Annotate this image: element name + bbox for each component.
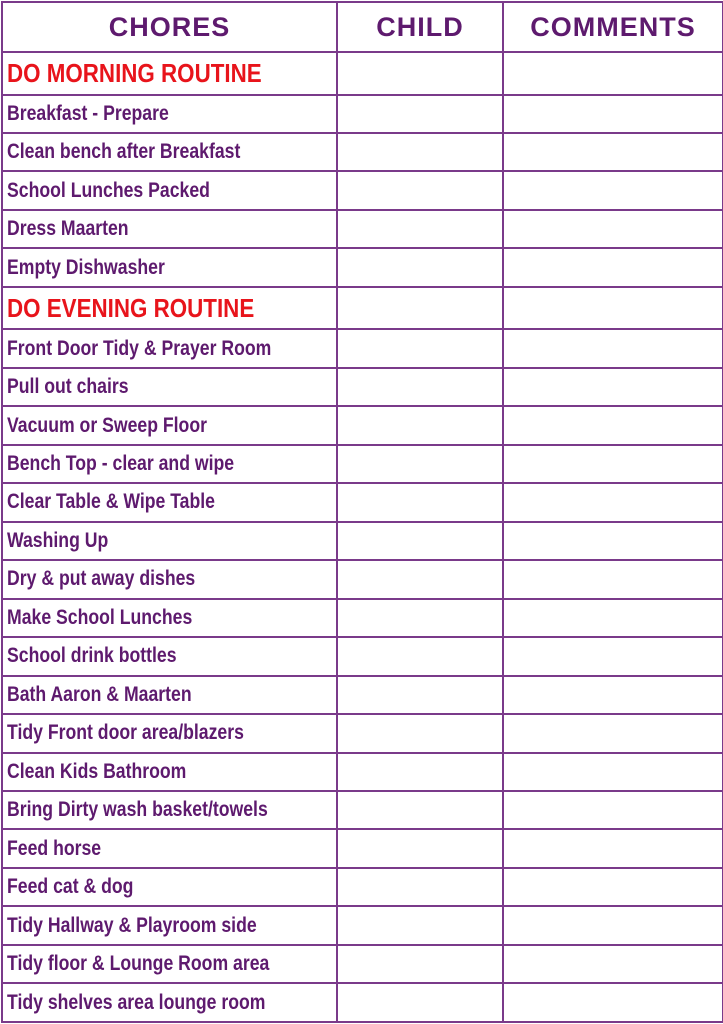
child-cell[interactable] [337, 522, 503, 560]
chore-label: Tidy Hallway & Playroom side [2, 906, 337, 944]
child-cell[interactable] [337, 983, 503, 1022]
child-cell[interactable] [337, 637, 503, 675]
child-cell[interactable] [337, 210, 503, 248]
chore-row [2, 522, 723, 560]
chore-label: Empty Dishwasher [2, 248, 337, 286]
child-cell[interactable] [337, 753, 503, 791]
child-cell[interactable] [337, 445, 503, 483]
comments-cell[interactable] [503, 368, 723, 406]
comments-cell[interactable] [503, 171, 723, 209]
child-cell[interactable] [337, 599, 503, 637]
comments-cell[interactable] [503, 791, 723, 829]
comments-cell[interactable] [503, 983, 723, 1022]
comments-cell[interactable] [503, 676, 723, 714]
section-heading: DO EVENING ROUTINE [2, 287, 337, 330]
chore-row [2, 406, 723, 444]
child-cell[interactable] [337, 714, 503, 752]
comments-cell[interactable] [503, 599, 723, 637]
comments-cell[interactable] [503, 560, 723, 598]
child-cell[interactable] [337, 329, 503, 367]
comments-cell[interactable] [503, 406, 723, 444]
comments-header: COMMENTS [503, 2, 723, 52]
chore-label: Clean bench after Breakfast [2, 133, 337, 171]
comments-cell[interactable] [503, 868, 723, 906]
chore-row [2, 171, 723, 209]
chore-list [2, 52, 723, 1022]
chore-row [2, 829, 723, 867]
comments-cell[interactable] [503, 714, 723, 752]
chore-label: Washing Up [2, 522, 337, 560]
chore-row [2, 599, 723, 637]
chore-row [2, 868, 723, 906]
child-cell[interactable] [337, 248, 503, 286]
child-cell[interactable] [337, 676, 503, 714]
child-cell[interactable] [337, 945, 503, 983]
chore-row [2, 445, 723, 483]
chore-label: School Lunches Packed [2, 171, 337, 209]
chore-label: Make School Lunches [2, 599, 337, 637]
child-cell[interactable] [337, 483, 503, 521]
chore-row [2, 791, 723, 829]
chore-label: Front Door Tidy & Prayer Room [2, 329, 337, 367]
chore-row [2, 483, 723, 521]
chore-row [2, 95, 723, 133]
chore-row [2, 210, 723, 248]
chore-label: Clean Kids Bathroom [2, 753, 337, 791]
child-cell[interactable] [337, 52, 503, 95]
comments-cell[interactable] [503, 522, 723, 560]
chore-row [2, 368, 723, 406]
chore-row [2, 714, 723, 752]
header-row [2, 2, 723, 52]
comments-cell[interactable] [503, 637, 723, 675]
chore-row [2, 983, 723, 1022]
chore-label: Breakfast - Prepare [2, 95, 337, 133]
comments-cell[interactable] [503, 133, 723, 171]
section-heading: DO MORNING ROUTINE [2, 52, 337, 95]
child-cell[interactable] [337, 406, 503, 444]
chore-row [2, 133, 723, 171]
chore-label: Tidy floor & Lounge Room area [2, 945, 337, 983]
comments-cell[interactable] [503, 483, 723, 521]
child-cell[interactable] [337, 171, 503, 209]
chore-row [2, 560, 723, 598]
comments-cell[interactable] [503, 753, 723, 791]
chore-label: Dry & put away dishes [2, 560, 337, 598]
chore-label: Feed cat & dog [2, 868, 337, 906]
chore-label: Tidy Front door area/blazers [2, 714, 337, 752]
chore-chart-table [1, 1, 723, 1023]
comments-cell[interactable] [503, 945, 723, 983]
comments-cell[interactable] [503, 829, 723, 867]
chore-row [2, 753, 723, 791]
child-cell[interactable] [337, 560, 503, 598]
chore-label: Bench Top - clear and wipe [2, 445, 337, 483]
chore-label: Feed horse [2, 829, 337, 867]
section-row [2, 287, 723, 330]
comments-cell[interactable] [503, 329, 723, 367]
chore-row [2, 676, 723, 714]
child-cell[interactable] [337, 829, 503, 867]
chore-label: School drink bottles [2, 637, 337, 675]
comments-cell[interactable] [503, 248, 723, 286]
chore-label: Vacuum or Sweep Floor [2, 406, 337, 444]
comments-cell[interactable] [503, 287, 723, 330]
child-cell[interactable] [337, 906, 503, 944]
child-cell[interactable] [337, 868, 503, 906]
chore-label: Bath Aaron & Maarten [2, 676, 337, 714]
chores-header: CHORES [2, 2, 337, 52]
child-cell[interactable] [337, 791, 503, 829]
chore-row [2, 906, 723, 944]
chore-label: Clear Table & Wipe Table [2, 483, 337, 521]
chore-label: Bring Dirty wash basket/towels [2, 791, 337, 829]
comments-cell[interactable] [503, 52, 723, 95]
comments-cell[interactable] [503, 95, 723, 133]
comments-cell[interactable] [503, 445, 723, 483]
section-row [2, 52, 723, 95]
child-cell[interactable] [337, 133, 503, 171]
chore-label: Pull out chairs [2, 368, 337, 406]
comments-cell[interactable] [503, 906, 723, 944]
chore-row [2, 637, 723, 675]
child-cell[interactable] [337, 368, 503, 406]
child-cell[interactable] [337, 287, 503, 330]
chore-row [2, 329, 723, 367]
comments-cell[interactable] [503, 210, 723, 248]
chore-row [2, 248, 723, 286]
chore-row [2, 945, 723, 983]
child-cell[interactable] [337, 95, 503, 133]
chore-label: Tidy shelves area lounge room [2, 983, 337, 1022]
child-header: CHILD [337, 2, 503, 52]
chore-label: Dress Maarten [2, 210, 337, 248]
